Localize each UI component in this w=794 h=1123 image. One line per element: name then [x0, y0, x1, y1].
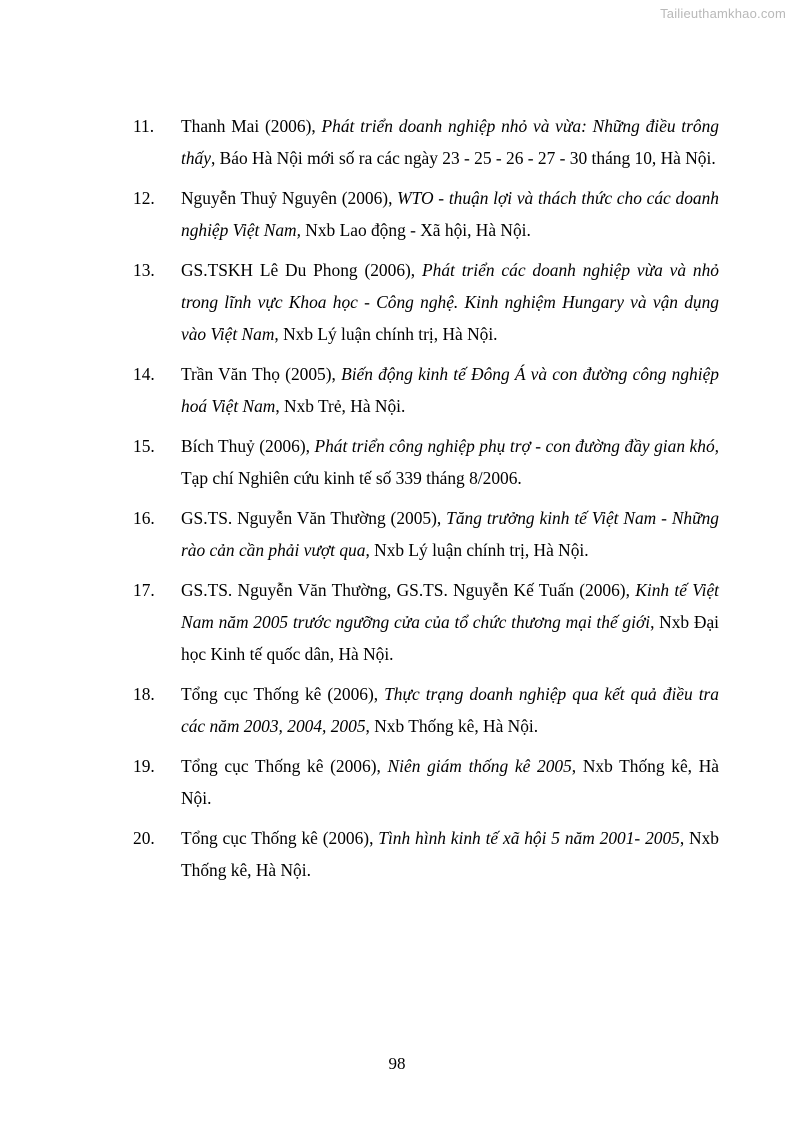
reference-title: Phát triển công nghiệp phụ trợ - con đường đầy gian khó,: [314, 436, 719, 456]
reference-item: [133, 254, 719, 350]
reference-number: 14.: [133, 364, 155, 384]
reference-publisher: , Nxb Thống kê, Hà Nội.: [365, 716, 539, 736]
reference-author: Thanh Mai (2006),: [181, 116, 322, 136]
reference-author: Tổng cục Thống kê (2006),: [181, 828, 379, 848]
reference-number: 13.: [133, 260, 155, 280]
reference-author: Bích Thuỷ (2006),: [181, 436, 315, 456]
page-number: 98: [388, 1054, 406, 1073]
reference-author: GS.TSKH Lê Du Phong (2006),: [181, 260, 423, 280]
reference-item: [133, 110, 719, 174]
reference-title: Thực trạng doanh nghiệp qua kết quả điều tra các năm 2003, 2004, 2005: [181, 684, 720, 736]
reference-title: Phát triển doanh nghiệp nhỏ và vừa: Những điều trông thấy: [181, 116, 719, 168]
reference-publisher: , Nxb Lý luận chính trị, Hà Nội.: [365, 540, 589, 560]
reference-number: 16.: [133, 508, 155, 528]
reference-item: [133, 358, 719, 422]
reference-title: Phát triển các doanh nghiệp vừa và nhỏ trong lĩnh vực Khoa học - Công nghệ. Kinh nghiệm Hungary và vận dụng vào Việt Nam: [181, 260, 719, 344]
reference-publisher: Nxb Lao động - Xã hội, Hà Nội.: [300, 220, 531, 240]
reference-publisher: , Nxb Thống kê, Hà Nội.: [181, 828, 720, 880]
reference-publisher: , Nxb Trẻ, Hà Nội.: [275, 396, 406, 416]
reference-title: Tăng trưởng kinh tế Việt Nam - Những rào cản cần phải vượt qua: [181, 508, 720, 560]
reference-list: [133, 110, 719, 894]
reference-number: 11.: [133, 116, 155, 136]
reference-item: [133, 678, 719, 742]
reference-item: [133, 430, 719, 494]
reference-publisher: , Nxb Lý luận chính trị, Hà Nội.: [274, 324, 498, 344]
reference-item: [133, 574, 719, 670]
watermark: Tailieuthamkhao.com: [660, 6, 786, 21]
reference-number: 15.: [133, 436, 155, 456]
reference-number: 19.: [133, 756, 155, 776]
reference-publisher: , Nxb Đại học Kinh tế quốc dân, Hà Nội.: [181, 612, 719, 664]
reference-item: [133, 182, 719, 246]
reference-item: [133, 502, 719, 566]
reference-title: Niên giám thống kê 2005: [387, 756, 572, 776]
reference-title: Kinh tế Việt Nam năm 2005 trước ngưỡng cửa của tổ chức thương mại thế giới: [181, 580, 719, 632]
reference-number: 12.: [133, 188, 155, 208]
reference-number: 20.: [133, 828, 155, 848]
reference-number: 17.: [133, 580, 155, 600]
reference-title: Tình hình kinh tế xã hội 5 năm 2001- 2005: [378, 828, 680, 848]
reference-author: Nguyễn Thuỷ Nguyên (2006),: [181, 188, 398, 208]
reference-publisher: , Báo Hà Nội mới số ra các ngày 23 - 25 - 26 - 27 - 30 tháng 10, Hà Nội.: [210, 148, 716, 168]
reference-item: [133, 750, 719, 814]
reference-item: [133, 822, 719, 886]
reference-publisher: Tạp chí Nghiên cứu kinh tế số 339 tháng 8/2006.: [181, 468, 522, 488]
reference-author: GS.TS. Nguyễn Văn Thường, GS.TS. Nguyễn Kế Tuấn (2006),: [181, 580, 636, 600]
reference-author: Trần Văn Thọ (2005),: [181, 364, 342, 384]
reference-title: WTO - thuận lợi và thách thức cho các doanh nghiệp Việt Nam,: [181, 188, 719, 240]
reference-publisher: , Nxb Thống kê, Hà Nội.: [181, 756, 720, 808]
reference-number: 18.: [133, 684, 155, 704]
reference-title: Biến động kinh tế Đông Á và con đường công nghiệp hoá Việt Nam: [181, 364, 719, 416]
reference-author: Tổng cục Thống kê (2006),: [181, 756, 388, 776]
reference-author: GS.TS. Nguyễn Văn Thường (2005),: [181, 508, 447, 528]
reference-author: Tổng cục Thống kê (2006),: [181, 684, 385, 704]
